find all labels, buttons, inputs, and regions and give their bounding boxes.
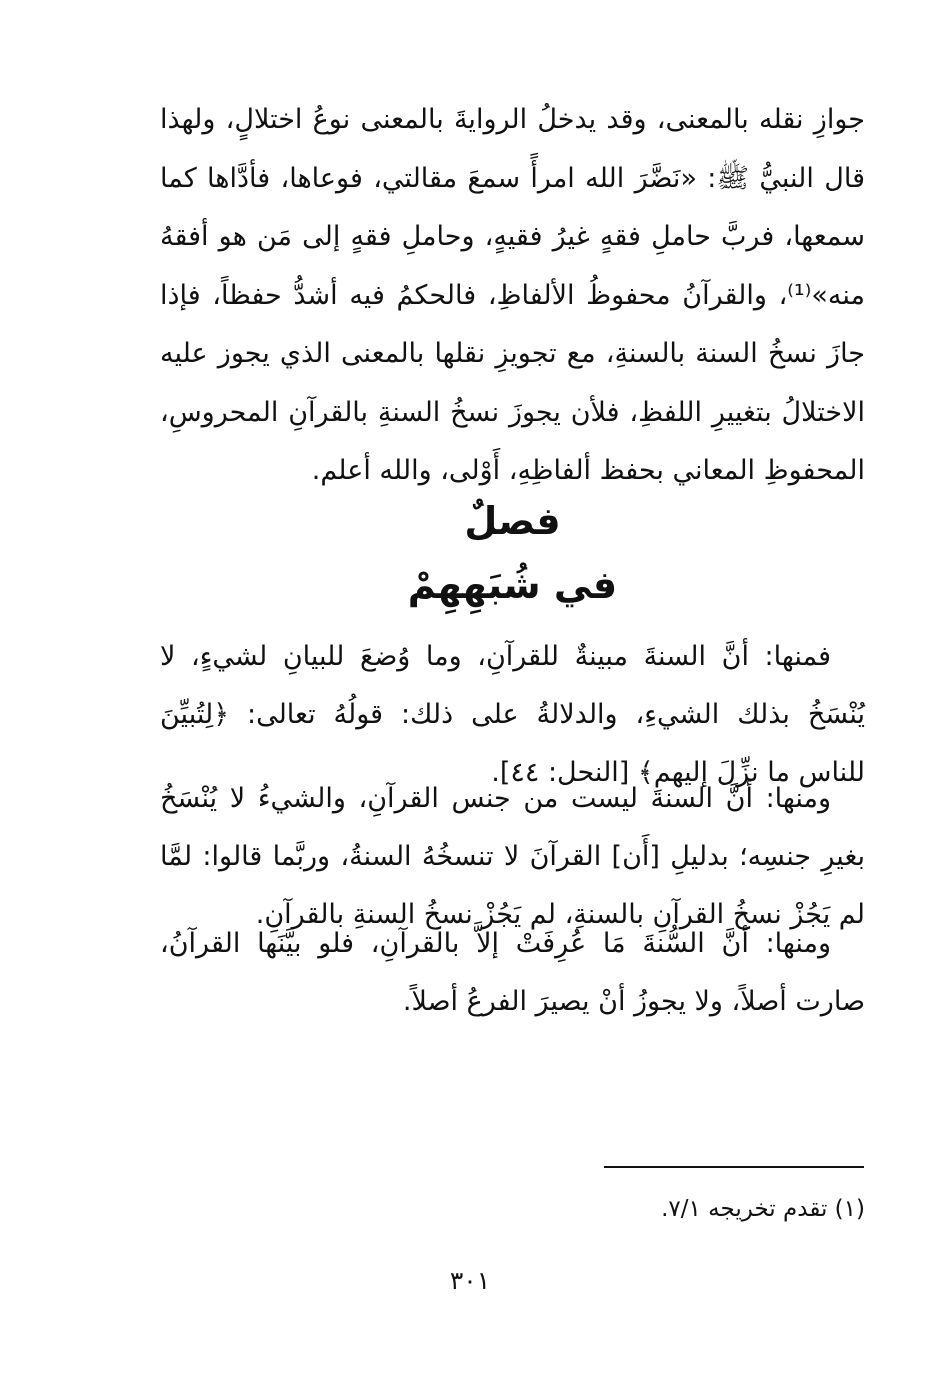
- footnote-divider: [604, 1166, 864, 1168]
- page-number: ٣٠١: [449, 1266, 491, 1295]
- body-paragraph: فمنها: أنَّ السنةَ مبينةٌ للقرآنِ، وما وُضعَ للبيانِ لشيءٍ، لا يُنْسَخُ بذلك الشيءِ، والدلالةُ على ذلك: قولُهُ تعالى: ﴿لِتُبيِّنَ للناس ما نزِّلَ إليهم﴾ [النحل: ٤٤].: [160, 641, 865, 788]
- body-paragraph: ومنها: أنَّ السنةَ ليست من جنس القرآنِ، والشيءُ لا يُنْسَخُ بغيرِ جنسِه؛ بدليلِ [أَن] القرآنَ لا تنسخُهُ السنةُ، وربَّما قالوا: لمَّا لم يَجُزْ نسخُ القرآنِ بالسنةِ، لم يَجُزْ نسخُ السنةِ بالقرآنِ.: [160, 783, 865, 930]
- section-heading: فصلٌ: [464, 499, 561, 543]
- footnote: (١) تقدم تخريجه ٧/١.: [661, 1196, 865, 1222]
- body-paragraph: ومنها: أنَّ السُّنةَ مَا عُرِفَتْ إلاَّ بالقرآنِ، فلو بيَّنَها القرآنُ، صارت أصلاً، ولا يجوزُ أنْ يصيرَ الفرعُ أصلاً.: [160, 928, 865, 1017]
- intro-paragraph: جوازِ نقله بالمعنى، وقد يدخلُ الروايةَ بالمعنى نوعُ اختلالٍ، ولهذا قال النبيُّ ﷺ: «نَضَّرَ الله امرأً سمعَ مقالتي، فوعاها، فأدَّاها كما سمعها، فربَّ حاملِ فقهٍ غيرُ فقيهٍ، وحاملِ فقهٍ إلى مَن هو أفقهُ منه»⁽¹⁾، والقرآنُ محفوظُ الألفاظِ، فالحكمُ فيه أشدُّ حفظاً، فإذا جازَ نسخُ السنة بالسنةِ، مع تجويزِ نقلها بالمعنى الذي يجوز عليه الاختلالُ بتغييرِ اللفظِ، فلأن يجوزَ نسخُ السنةِ بالقرآنِ المحروسِ، المحفوظِ المعاني بحفظ ألفاظِهِ، أَوْلى، والله أعلم.: [160, 104, 865, 486]
- section-subheading: في شُبَهِهِمْ: [407, 563, 618, 607]
